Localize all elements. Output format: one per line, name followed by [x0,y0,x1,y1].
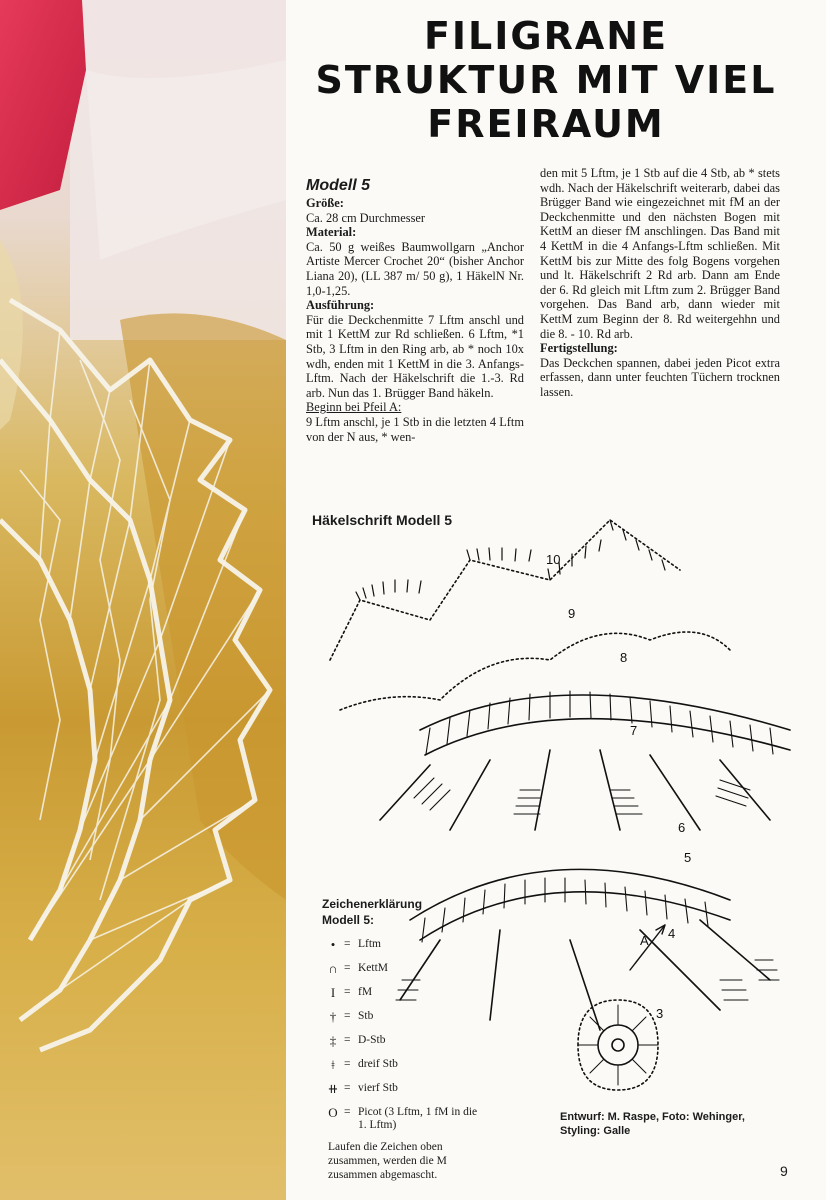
legend-row-vierf-stb: ⧺ = vierf Stb [322,1082,482,1095]
size-text: Ca. 28 cm Durchmesser [306,210,426,225]
legend-row-stb: † = Stb [322,1010,482,1023]
execution-label: Ausführung: [306,298,375,313]
legend-text: Stb [358,1010,374,1022]
continued-text: den mit 5 Lftm, je 1 Stb auf die 4 Stb, ab * stets wdh. Nach der Häkelschrift weiterarb, dabei das Brügger Band wie eingezeichnet mit fM an der Deckchenmitte und den nächsten Bogen mit KettM an dieser fM anschlingen. Das Band mit 4 KettM in die 4 Anfangs-Lftm schließen. Mit KettM bis zur Mitte des folg Bogens vorgehen und lt. Häkelschrift 2 Rd arb. Dann am Ende der 6. Rd gleich mit Lftm zum 2. Brügger Band vorgehen. Das Band arb, dann wieder mit KettM zum Beginn der 8. Rd weitergehhn und die 8. - 10. Rd arb. [540,166,780,341]
title-line-3: FREIRAUM [427,102,665,146]
legend [322,896,482,1143]
start-label: Beginn bei Pfeil A: [306,400,402,415]
product-photo [0,0,286,1200]
legend-title: Zeichenerklärung Modell 5: [322,897,423,927]
title-line-1: FILIGRANE [423,14,669,58]
round-label-3: 3 [656,1006,664,1021]
round-label-9: 9 [568,606,576,621]
double-cross-icon: ‡ [329,1033,337,1048]
legend-text: Picot (3 Lftm, 1 fM in die 1. Lftm) [358,1106,478,1131]
legend-text: fM [358,986,373,998]
round-label-8: 8 [620,650,628,665]
legend-row-d-stb: ‡ = D-Stb [322,1034,482,1047]
round-label-5: 5 [684,850,692,865]
cross-icon: † [329,1009,337,1024]
picot-icon: O [328,1105,338,1120]
finishing-text: Das Deckchen spannen, dabei jeden Picot extra erfassen, dann unter feuchten Tüchern trocknen lassen. [540,355,780,399]
arc-icon: ∩ [328,961,338,976]
legend-text: D-Stb [358,1034,386,1046]
legend-row-kettm: ∩ = KettM [322,962,482,975]
quad-cross-icon: ⧺ [327,1081,339,1096]
execution-text: Für die Deckchenmitte 7 Lftm anschl und mit 1 KettM zur Rd schließen. 6 Lftm, *1 Stb, 3 Lftm in den Ring arb, ab * noch 10x wdh, enden mit 1 KettM in die 3. Anfangs-Lftm. Nach der Häkelschrift die 1.-3. Rd arb. Nun das 1. Brügger Band häkeln. [306,312,524,400]
material-label: Material: [306,225,357,240]
legend-row-lftm: • = Lftm [322,938,482,951]
title-line-2: STRUKTUR MIT VIEL [315,58,777,102]
legend-row-fm: I = fM [322,986,482,999]
page-title [286,14,806,146]
size-label: Größe: [306,196,344,210]
round-label-10: 10 [546,552,561,567]
finishing-label: Fertigstellung: [540,341,618,356]
legend-text: vierf Stb [358,1082,398,1094]
legend-row-dreif-stb: ǂ = dreif Stb [322,1058,482,1071]
legend-text: KettM [358,962,389,974]
material-text: Ca. 50 g weißes Baumwollgarn „Anchor Artiste Mercer Crochet 20“ (bisher Anchor Liana 20), (LL 387 m/ 50 g), 1 HäkelN Nr. 1,0-1,25. [306,239,524,298]
round-label-6: 6 [678,820,686,835]
lace-doily-photo [0,0,286,1200]
round-label-7: 7 [630,723,638,738]
instructions-column-2 [540,166,780,400]
legend-note: Laufen die Zeichen oben zusammen, werden die M zusammen abgemascht. [328,1141,447,1181]
round-label-4: 4 [668,926,676,941]
legend-row-picot: O = Picot (3 Lftm, 1 fM in die 1. Lftm) [322,1106,482,1132]
arrow-label-a: A [640,933,649,948]
model-heading: Modell 5 [306,177,371,194]
diagram-title: Häkelschrift Modell 5 [312,512,453,528]
instructions-column-1 [306,176,524,444]
dot-icon: • [330,937,336,952]
legend-text: Lftm [358,938,381,950]
triple-cross-icon: ǂ [331,1057,335,1072]
credits: Entwurf: M. Raspe, Foto: Wehinger, Styling: Galle [560,1111,745,1137]
page-number: 9 [780,1163,788,1179]
bar-icon: I [330,985,336,1000]
start-text: 9 Lftm anschl, je 1 Stb in die letzten 4 Lftm von der N aus, * wen- [306,414,524,444]
legend-text: dreif Stb [358,1058,398,1070]
